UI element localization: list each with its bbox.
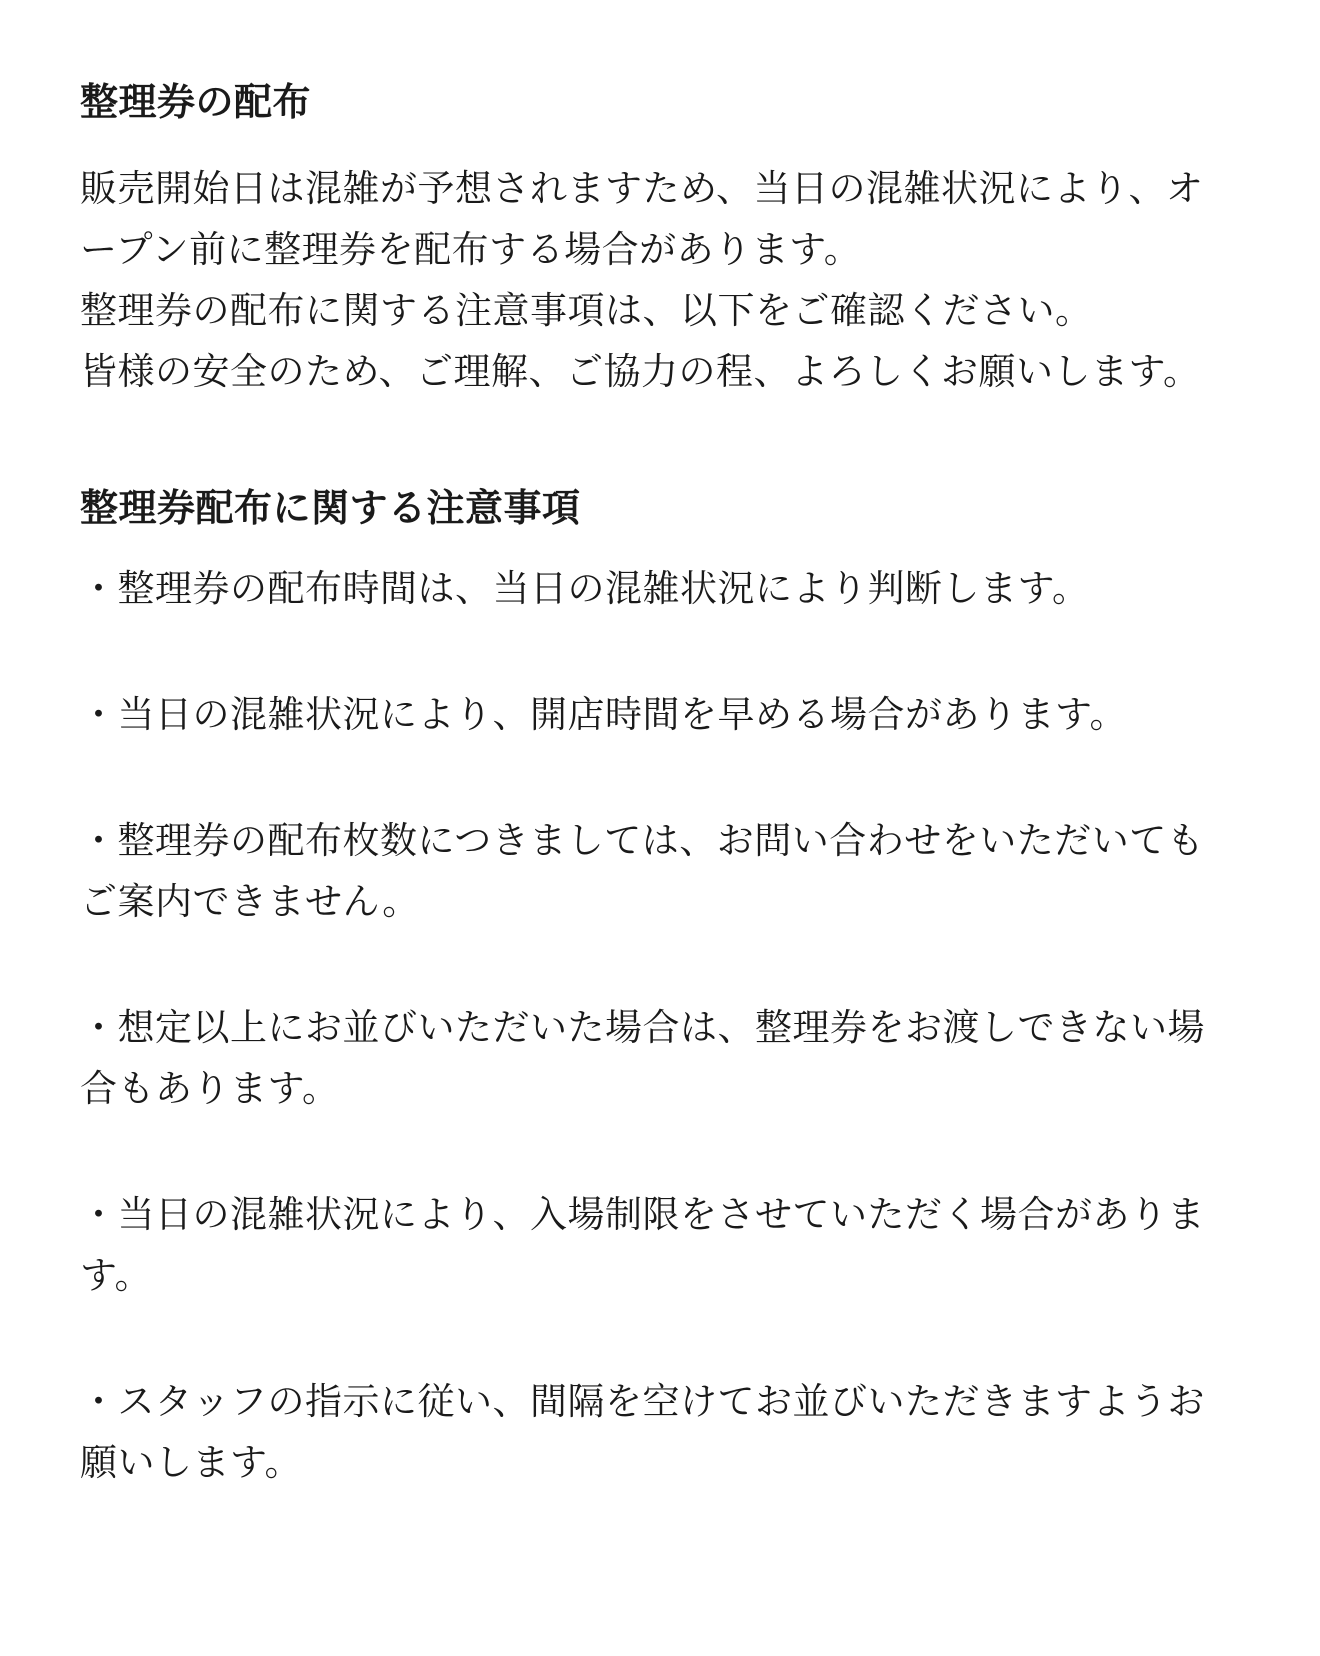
list-item: ・当日の混雑状況により、入場制限をさせていただく場合があります。 [80,1193,1205,1297]
intro-paragraph: 整理券の配布に関する注意事項は、以下をご確認ください。 [80,289,1093,332]
intro-paragraph: 皆様の安全のため、ご理解、ご協力の程、よろしくお願いします。 [80,350,1201,393]
list-item: ・整理券の配布枚数につきましては、お問い合わせをいただいてもご案内できません。 [80,819,1205,923]
notes-list [80,558,1240,1493]
list-item: ・想定以上にお並びいただいた場合は、整理券をお渡しできない場合もあります。 [80,1006,1205,1110]
section-heading-ticket-distribution: 整理券の配布 [80,80,312,124]
intro-block [80,158,1240,402]
list-item: ・スタッフの指示に従い、間隔を空けてお並びいただきますようお願いします。 [80,1380,1205,1484]
list-item: ・整理券の配布時間は、当日の混雑状況により判断します。 [80,567,1090,610]
intro-paragraph: 販売開始日は混雑が予想されますため、当日の混雑状況により、オープン前に整理券を配布する場合があります。 [80,167,1204,271]
section-heading-notes: 整理券配布に関する注意事項 [80,486,581,530]
list-item: ・当日の混雑状況により、開店時間を早める場合があります。 [80,693,1128,736]
